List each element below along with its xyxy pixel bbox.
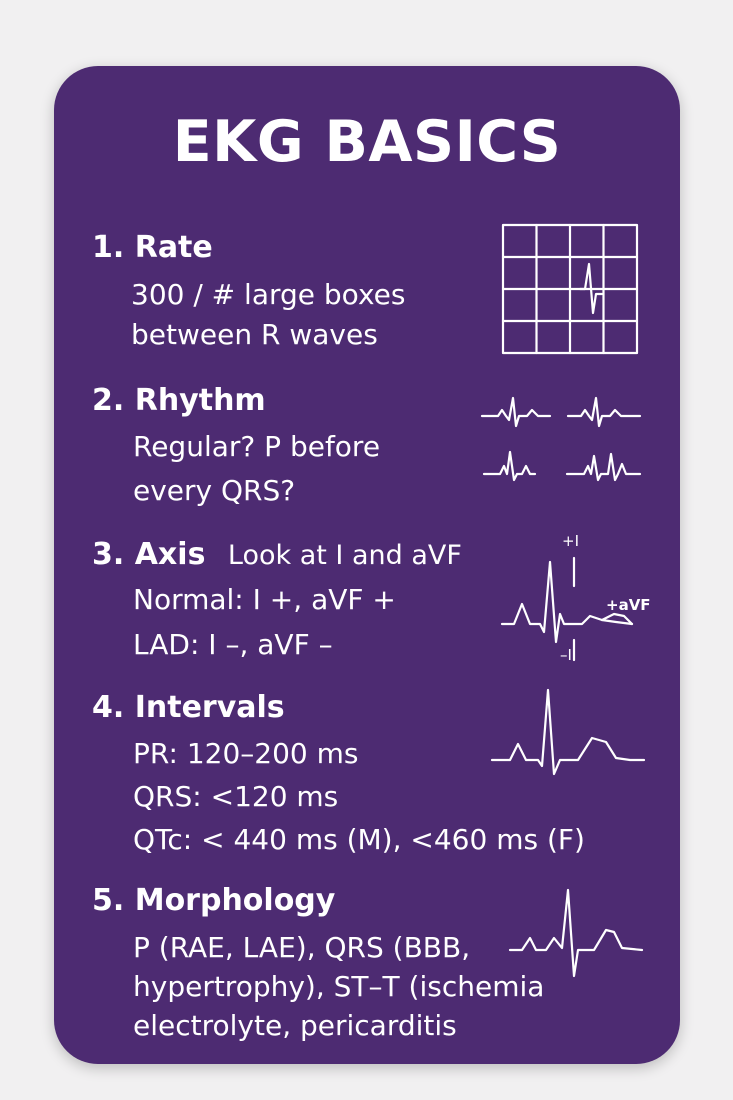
section-axis-heading — [92, 537, 462, 572]
section-rate-line-2: between R waves — [131, 318, 378, 351]
morphology-waveform-icon — [508, 888, 648, 980]
section-rate-line-1: 300 / # large boxes — [131, 278, 406, 311]
ekg-grid-icon — [502, 224, 638, 354]
axis-label-top: +I — [562, 532, 579, 550]
section-morphology-line-1: P (RAE, LAE), QRS (BBB, — [133, 931, 471, 964]
section-intervals-line-3: QTc: < 440 ms (M), <460 ms (F) — [133, 823, 585, 856]
interval-waveform-icon — [490, 686, 646, 782]
ekg-card — [54, 66, 680, 1064]
section-morphology-line-3: electrolyte, pericarditis — [133, 1009, 457, 1042]
section-rhythm-heading: 2. Rhythm — [92, 383, 266, 418]
card-title: EKG BASICS — [172, 109, 562, 175]
section-intervals-heading: 4. Intervals — [92, 690, 285, 725]
section-morphology-heading: 5. Morphology — [92, 883, 336, 918]
axis-label-bottom: –I — [560, 646, 572, 664]
section-rhythm-line-2: every QRS? — [133, 474, 296, 507]
rhythm-strips-icon — [480, 394, 644, 489]
section-axis-line-2: LAD: I –, aVF – — [133, 628, 333, 661]
section-rhythm-line-1: Regular? P before — [133, 430, 381, 463]
section-axis-line-1: Normal: I +, aVF + — [133, 583, 396, 616]
section-axis-heading-note: Look at I and aVF — [227, 540, 462, 571]
axis-label-right: +aVF — [606, 596, 651, 614]
section-rate-heading: 1. Rate — [92, 230, 213, 265]
section-morphology-line-2: hypertrophy), ST–T (ischemia — [133, 970, 545, 1003]
section-intervals-line-1: PR: 120–200 ms — [133, 737, 359, 770]
section-intervals-line-2: QRS: <120 ms — [133, 780, 339, 813]
section-axis-heading-text: 3. Axis — [92, 537, 206, 572]
